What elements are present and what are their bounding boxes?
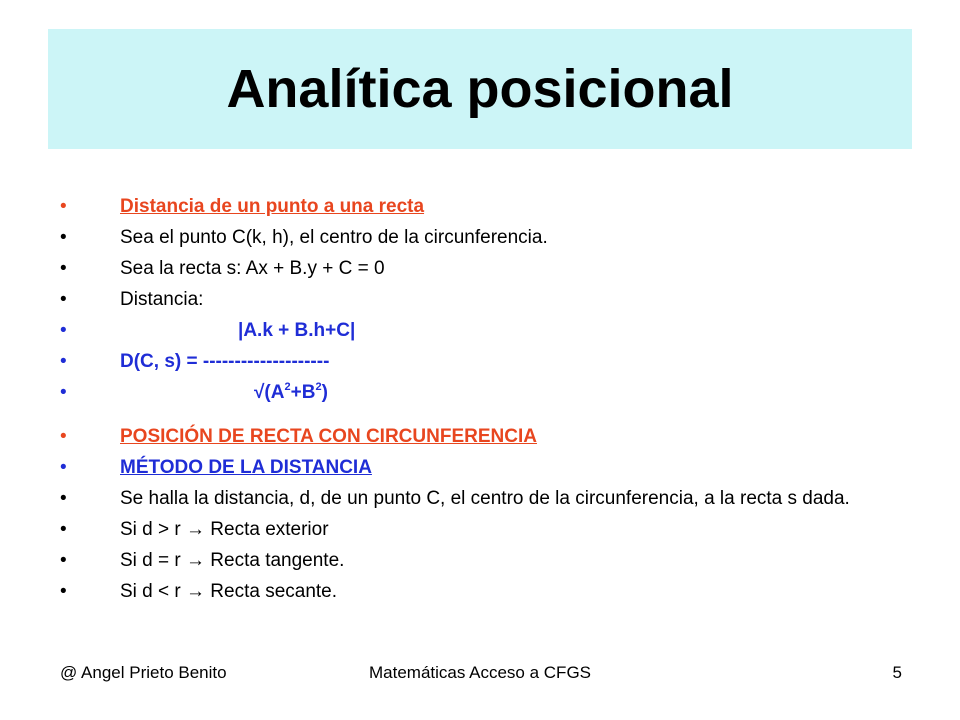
bullet-item	[60, 581, 920, 603]
bullet-item	[60, 351, 920, 373]
bullet-item	[60, 258, 920, 280]
bullet-text: Si d < r → Recta secante.	[120, 581, 338, 602]
bullet-item	[60, 519, 920, 541]
bullet-item	[60, 426, 920, 448]
bullet-dot: •	[60, 550, 67, 571]
bullet-text: Distancia:	[120, 289, 204, 310]
bullet-text: Sea la recta s: Ax + B.y + C = 0	[120, 258, 385, 279]
bullet-item	[60, 289, 920, 311]
bullet-item	[60, 196, 920, 218]
bullet-dot: •	[60, 581, 67, 602]
bullet-dot: •	[60, 426, 67, 447]
bullet-dot: •	[60, 519, 67, 540]
page-number: 5	[892, 663, 902, 682]
bullet-item	[60, 550, 920, 572]
formula-exp: 2	[284, 381, 291, 393]
bullet-item	[60, 382, 920, 404]
footer-author: @ Angel Prieto Benito	[60, 663, 227, 682]
formula-main: D(C, s) = --------------------	[120, 351, 330, 372]
formula-mid: +B	[290, 382, 316, 403]
bullet-dot: •	[60, 320, 67, 341]
heading-method: MÉTODO DE LA DISTANCIA	[120, 457, 372, 478]
bullet-item	[60, 457, 920, 479]
bullet-dot: •	[60, 457, 67, 478]
bullet-list	[60, 196, 920, 612]
bullet-dot: •	[60, 227, 67, 248]
bullet-text: Sea el punto C(k, h), el centro de la circunferencia.	[120, 227, 548, 248]
bullet-text: Si d = r → Recta tangente.	[120, 550, 345, 571]
title-banner	[48, 29, 912, 149]
formula-root: √(A	[254, 382, 285, 403]
bullet-item	[60, 320, 920, 342]
formula-denominator	[120, 382, 328, 403]
footer-course: Matemáticas Acceso a CFGS	[368, 663, 592, 682]
formula-numerator: |A.k + B.h+C|	[238, 320, 356, 341]
bullet-dot: •	[60, 289, 67, 310]
heading-distance: Distancia de un punto a una recta	[120, 196, 425, 217]
bullet-item	[60, 488, 920, 510]
bullet-dot: •	[60, 488, 67, 509]
bullet-dot: •	[60, 382, 67, 403]
slide-title: Analítica posicional	[226, 59, 734, 119]
formula-exp: 2	[315, 381, 322, 393]
bullet-dot: •	[60, 351, 67, 372]
bullet-dot: •	[60, 258, 67, 279]
formula-end: )	[321, 382, 328, 403]
heading-position: POSICIÓN DE RECTA CON CIRCUNFERENCIA	[120, 426, 537, 447]
bullet-text: Se halla la distancia, d, de un punto C, el centro de la circunferencia, a la recta s dada.	[120, 488, 850, 509]
bullet-dot: •	[60, 196, 67, 217]
bullet-text: Si d > r → Recta exterior	[120, 519, 329, 540]
bullet-item	[60, 227, 920, 249]
